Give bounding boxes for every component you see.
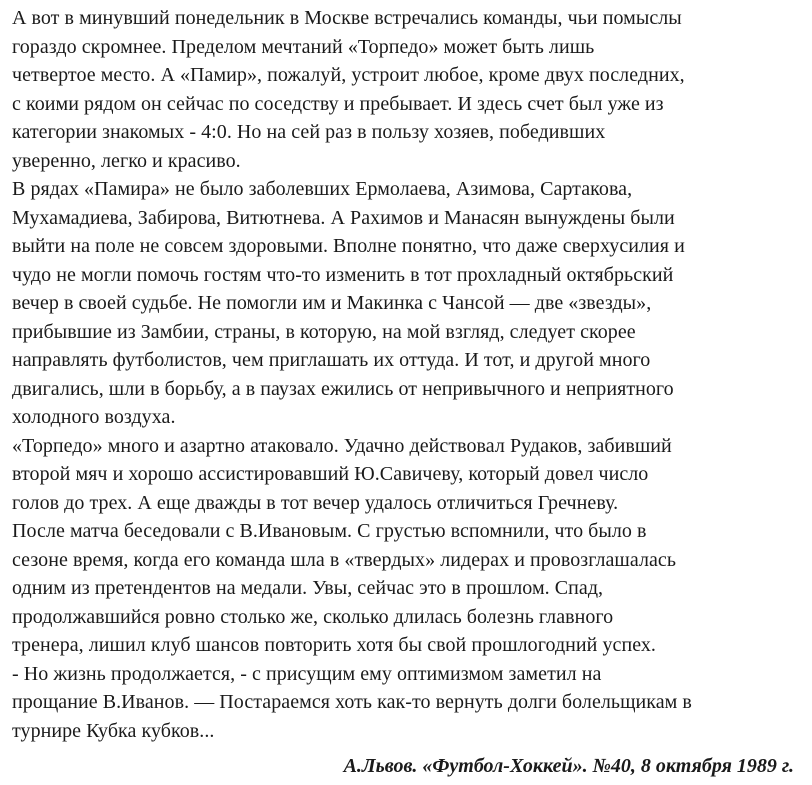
article-line: с коими рядом он сейчас по соседству и пребывает. И здесь счет был уже из (12, 92, 664, 115)
article-line: сезоне время, когда его команда шла в «твердых» лидерах и провозглашалась (12, 548, 677, 571)
article-line: «Торпедо» много и азартно атаковало. Удачно действовал Рудаков, забивший (12, 434, 672, 457)
article-line: А вот в минувший понедельник в Москве встречались команды, чьи помыслы (12, 7, 682, 29)
article-line: В рядах «Памира» не было заболевших Ермолаева, Азимова, Сартакова, (12, 178, 633, 200)
article-body (12, 4, 802, 745)
article-line: одним из претендентов на медали. Увы, сейчас это в прошлом. Спад, (12, 577, 604, 599)
article-line: турнире Кубка кубков... (12, 719, 215, 742)
article-line: прибывшие из Замбии, страны, в которую, на мой взгляд, следует скорее (12, 320, 636, 343)
article-line: После матча беседовали с В.Ивановым. С грустью вспомнили, что было в (12, 520, 647, 542)
article-line: направлять футболистов, чем приглашать их оттуда. И тот, и другой много (12, 349, 651, 371)
article-line: Мухамадиева, Забирова, Витютнева. А Рахимов и Манасян вынуждены были (12, 206, 675, 229)
article-line: уверенно, легко и красиво. (12, 149, 241, 172)
article-line: чудо не могли помочь гостям что-то изменить в тот прохладный октябрьский (12, 263, 674, 286)
article-line: гораздо скромнее. Пределом мечтаний «Торпедо» может быть лишь (12, 35, 595, 58)
article-line: двигались, шли в борьбу, а в паузах ежились от непривычного и неприятного (12, 377, 674, 400)
article-line: вечер в своей судьбе. Не помогли им и Макинка с Чансой — две «звезды», (12, 292, 652, 314)
article-line: голов до трех. А еще дважды в тот вечер удалось отличиться Гречневу. (12, 491, 619, 514)
article-line: холодного воздуха. (12, 406, 176, 428)
article-line: прощание В.Иванов. — Постараемся хоть как-то вернуть долги болельщикам в (12, 691, 692, 713)
article-line: - Но жизнь продолжается, - с присущим ему оптимизмом заметил на (12, 662, 602, 685)
article-signature: А.Львов. «Футбол-Хоккей». №40, 8 октября 1989 г. (343, 755, 794, 777)
article-line: категории знакомых - 4:0. Но на сей раз в пользу хозяев, победивших (12, 121, 606, 143)
article-line: четвертое место. А «Памир», пожалуй, устроит любое, кроме двух последних, (12, 64, 685, 86)
article-line: продолжавшийся ровно столько же, сколько длилась болезнь главного (12, 605, 614, 628)
article-line: тренера, лишил клуб шансов повторить хотя бы свой прошлогодний успех. (12, 634, 656, 656)
article-line: второй мяч и хорошо ассистировавший Ю.Савичеву, который довел число (12, 463, 649, 485)
article-line: выйти на поле не совсем здоровыми. Вполне понятно, что даже сверхусилия и (12, 235, 685, 257)
